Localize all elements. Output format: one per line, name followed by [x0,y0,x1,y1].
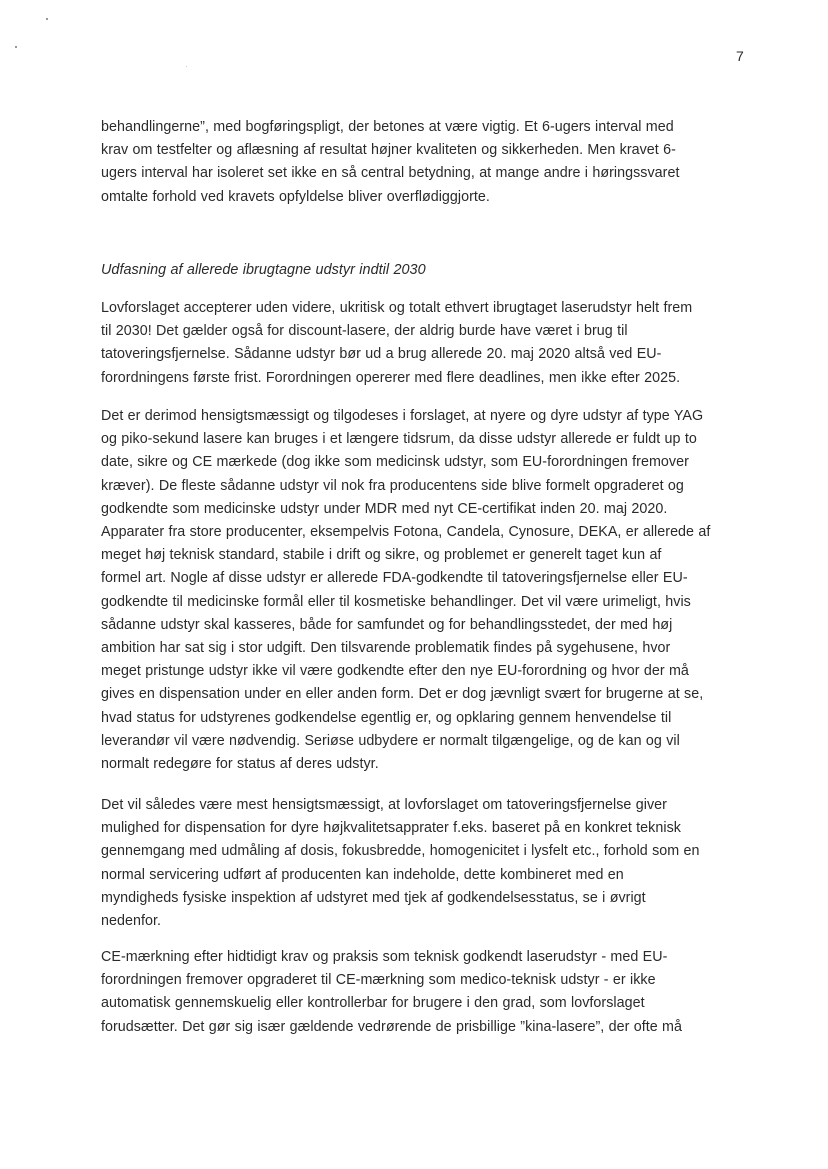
text-line: krav om testfelter og aflæsning af resultat højner kvaliteten og sikkerheden. Men kravet 6- [101,142,676,159]
text-line: hvad status for udstyrenes godkendelse egentlig er, og opklaring gennem henvendelse til [101,709,672,726]
text-line: normal servicering udført af producenten kan indeholde, dette kombineret med en [101,866,624,883]
text-line: sådanne udstyr skal kasseres, både for samfundet og for behandlingsstedet, der med høj [101,616,673,633]
text-line: forudsætter. Det gør sig især gældende vedrørende de prisbillige ”kina-lasere”, der ofte må [101,1018,682,1035]
paragraph-dispensation [101,794,749,933]
text-line: meget pristunge udstyr ikke vil være godkendte efter den nye EU-forordning og hvor der må [101,663,689,680]
paragraph-continuation [101,116,749,209]
text-line: meget høj teknisk standard, stabile i drift og sikre, og problemet er generelt taget kun af [101,547,662,564]
text-line: Apparater fra store producenter, eksempelvis Fotona, Candela, Cynosure, DEKA, er allerede af [101,524,711,541]
text-line: ugers interval har isoleret set ikke en så central betydning, at mange andre i høringssvaret [101,165,680,182]
text-line: og piko-sekund lasere kan bruges i et længere tidsrum, da disse udstyr allerede er fuldt up to [101,431,697,448]
text-line: Det er derimod hensigtsmæssigt og tilgodeses i forslaget, at nyere og dyre udstyr af type YAG [101,408,704,424]
section-heading [101,259,749,282]
text-line: forordningen fremover opgraderet til CE-mærkning som medico-teknisk udstyr - er ikke [101,972,656,989]
text-line: formel art. Nogle af disse udstyr er allerede FDA-godkendte til tatoveringsfjernelse eller EU- [101,570,688,587]
heading-text: Udfasning af allerede ibrugtagne udstyr indtil 2030 [101,262,426,278]
text-line: Det vil således være mest hensigtsmæssigt, at lovforslaget om tatoveringsfjernelse giver [101,797,667,813]
text-line: leverandør vil være nødvendig. Seriøse udbydere er normalt tilgængelige, og de kan og vil [101,732,680,749]
text-line: myndigheds fysiske inspektion af udstyret med tjek af godkendelsesstatus, se i øvrigt [101,889,646,906]
scan-speck [186,66,187,67]
text-line: Lovforslaget accepterer uden videre, ukritisk og totalt ethvert ibrugtaget laserudstyr helt frem [101,300,693,316]
text-line: mulighed for dispensation for dyre højkvalitetsapprater f.eks. baseret på en konkret teknisk [101,820,681,837]
scan-speck [46,18,48,20]
paragraph-ce-maerkning [101,946,749,1039]
text-line: date, sikre og CE mærkede (dog ikke som medicinsk udstyr, som EU-forordningen fremover [101,454,689,471]
text-line: automatisk gennemskuelig eller kontrollerbar for brugere i den grad, som lovforslaget [101,995,645,1012]
text-line: gives en dispensation under en eller anden form. Det er dog jævnligt svært for brugerne at se, [101,686,704,703]
text-line: gennemgang med udmåling af dosis, fokusbredde, homogenicitet i lysfelt etc., forhold som en [101,843,700,860]
paragraph-derimod [101,405,749,776]
text-line: forordningens første frist. Forordningen opererer med flere deadlines, men ikke efter 2025. [101,369,681,386]
paragraph-lovforslaget [101,297,749,390]
text-line: omtalte forhold ved kravets opfyldelse bliver overflødiggjorte. [101,188,490,205]
text-line: CE-mærkning efter hidtidigt krav og praksis som teknisk godkendt laserudstyr - med EU- [101,949,668,965]
text-line: godkendte til medicinske formål eller til kosmetiske behandlinger. Det vil være urimeligt, hvis [101,593,691,610]
text-line: ambition har sat sig i stor udgift. Den tilsvarende problematik findes på sygehusene, hvor [101,640,671,657]
text-line: kræver). De fleste sådanne udstyr vil nok fra producentens side blive formelt opgraderet og [101,477,684,494]
text-line: normalt redegøre for status af deres udstyr. [101,756,379,773]
text-line: behandlingerne”, med bogføringspligt, der betones at være vigtig. Et 6-ugers interval med [101,119,674,135]
scan-speck [15,46,17,48]
text-line: tatoveringsfjernelse. Sådanne udstyr bør ud a brug allerede 20. maj 2020 altså ved EU- [101,346,662,363]
text-line: til 2030! Det gælder også for discount-lasere, der aldrig burde have været i brug til [101,323,628,340]
text-line: godkendte som medicinske udstyr under MDR med nyt CE-certifikat inden 20. maj 2020. [101,500,668,517]
page-number: 7 [736,48,744,64]
text-line: nedenfor. [101,913,161,930]
